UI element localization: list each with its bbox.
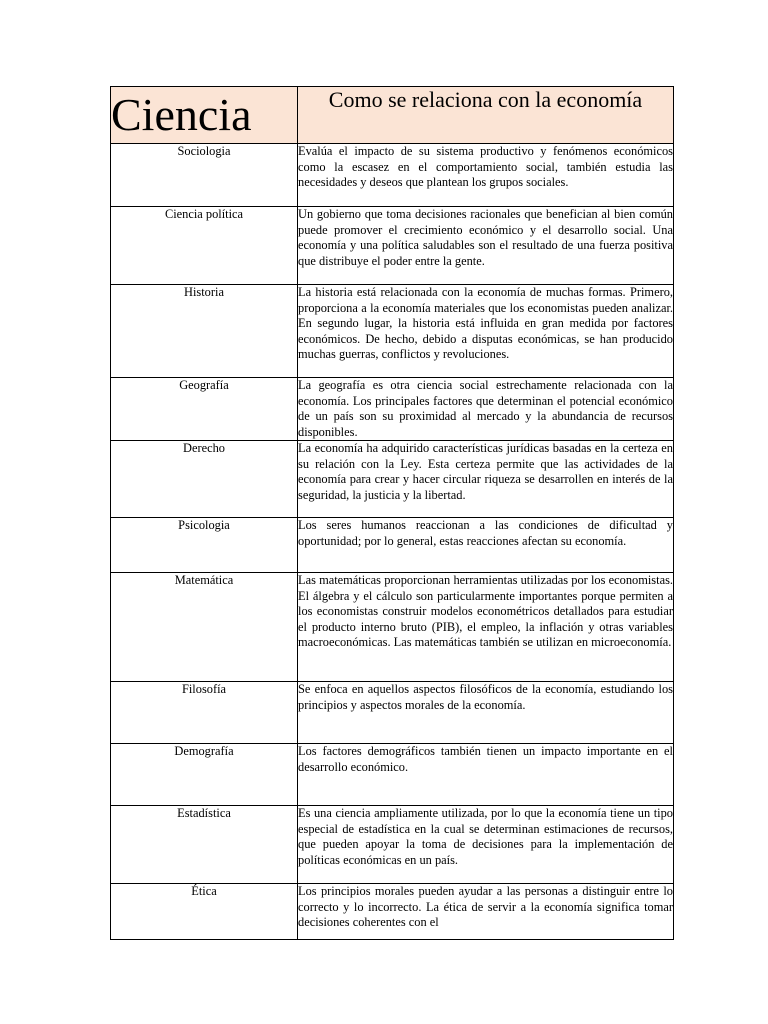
table-row bbox=[111, 682, 674, 744]
table-row bbox=[111, 884, 674, 940]
table-row bbox=[111, 806, 674, 884]
science-name: Matemática bbox=[111, 573, 298, 682]
table-row bbox=[111, 285, 674, 378]
table-row bbox=[111, 518, 674, 573]
science-economy-table bbox=[110, 86, 674, 940]
header-ciencia: Ciencia bbox=[111, 87, 298, 144]
table-row bbox=[111, 144, 674, 207]
science-description: Los seres humanos reaccionan a las condiciones de dificultad y oportunidad; por lo general, estas reacciones afectan su economía. bbox=[298, 518, 674, 573]
science-name: Sociologia bbox=[111, 144, 298, 207]
science-description: Los principios morales pueden ayudar a las personas a distinguir entre lo correcto y lo incorrecto. La ética de servir a la economía significa tomar decisiones coherentes con el bbox=[298, 884, 674, 940]
science-description: La geografía es otra ciencia social estrechamente relacionada con la economía. Los principales factores que determinan el potencial económico de un país son su proximidad al mercado y la abundancia de recursos disponibles. bbox=[298, 378, 673, 439]
header-relation: Como se relaciona con la economía bbox=[298, 87, 674, 144]
science-name: Psicologia bbox=[111, 518, 298, 573]
science-name: Ética bbox=[111, 884, 298, 940]
science-name: Demografía bbox=[111, 744, 298, 806]
science-name: Estadística bbox=[111, 806, 298, 884]
science-description: Las matemáticas proporcionan herramientas utilizadas por los economistas. El álgebra y el cálculo son particularmente importantes porque permiten a los economistas construir modelos econométricos detallados para estudiar el producto interno bruto (PIB), el empleo, la inflación y otras variables macroeconómicas. Las matemáticas también se utilizan en microeconomía. bbox=[298, 573, 674, 682]
science-name: Historia bbox=[111, 285, 298, 378]
table-header-row bbox=[111, 87, 674, 144]
science-description: Evalúa el impacto de su sistema productivo y fenómenos económicos como la escasez en el comportamiento social, también estudia las necesidades y deseos que plantean los grupos sociales. bbox=[298, 144, 674, 207]
table-row bbox=[111, 441, 674, 518]
science-name: Geografía bbox=[111, 378, 298, 441]
science-name: Derecho bbox=[111, 441, 298, 518]
science-description: Un gobierno que toma decisiones racionales que benefician al bien común puede promover el crecimiento económico y el desarrollo social. Una economía y una política saludables son el resultado de una fuerza positiva que distribuye el poder entre la gente. bbox=[298, 207, 674, 285]
table-row bbox=[111, 744, 674, 806]
science-description: Se enfoca en aquellos aspectos filosóficos de la economía, estudiando los principios y aspectos morales de la economía. bbox=[298, 682, 674, 744]
science-description: La historia está relacionada con la economía de muchas formas. Primero, proporciona a la economía materiales que los economistas pueden analizar. En segundo lugar, la historia está influida en gran medida por factores económicos. De hecho, debido a disputas económicas, se han producido muchas guerras, conflictos y revoluciones. bbox=[298, 285, 674, 378]
science-description: Los factores demográficos también tienen un impacto importante en el desarrollo económico. bbox=[298, 744, 674, 806]
science-description: Es una ciencia ampliamente utilizada, por lo que la economía tiene un tipo especial de estadística en la cual se determinan estimaciones de recursos, que pueden apoyar la toma de decisiones para la implementación de políticas económicas en un país. bbox=[298, 806, 674, 884]
table-row bbox=[111, 207, 674, 285]
table-row bbox=[111, 378, 674, 441]
table-row bbox=[111, 573, 674, 682]
science-name: Filosofía bbox=[111, 682, 298, 744]
science-name: Ciencia política bbox=[111, 207, 298, 285]
science-description: La economía ha adquirido características jurídicas basadas en la certeza en su relación con la Ley. Esta certeza permite que las actividades de la economía para crear y hacer circular riqueza se desarrollen en interés de la seguridad, la justicia y la libertad. bbox=[298, 441, 674, 518]
